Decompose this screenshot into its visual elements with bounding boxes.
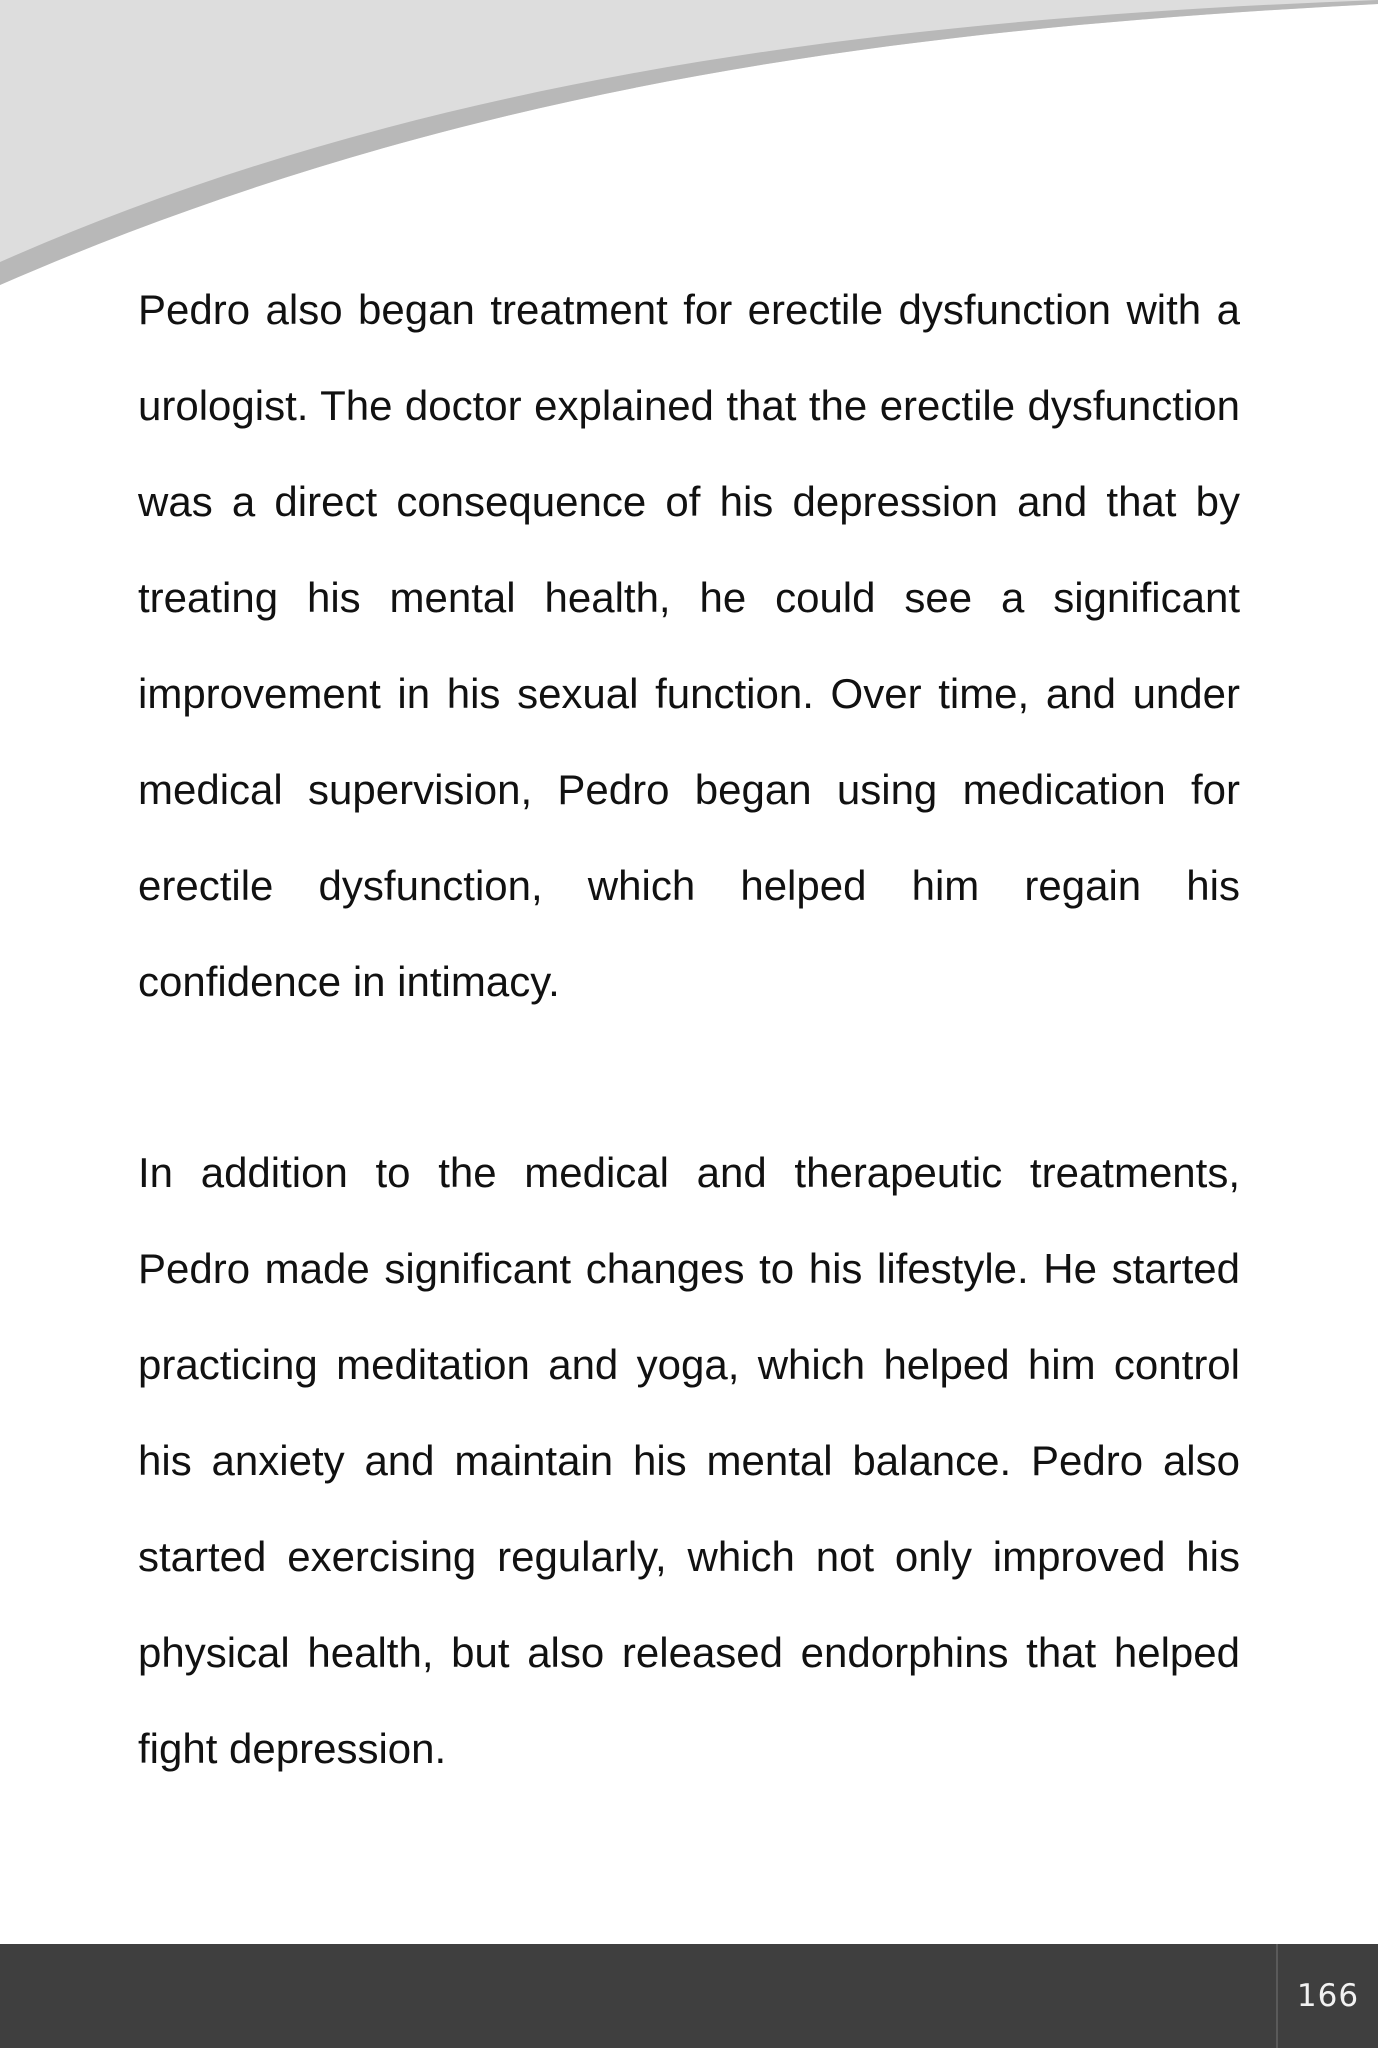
page-content (138, 262, 1240, 1797)
decorative-header-swoosh (0, 0, 1378, 300)
page-footer (0, 1944, 1378, 2048)
paragraph-lifestyle: In addition to the medical and therapeutic treatments, Pedro made significant changes to his lifestyle. He started practicing meditation and yoga, which helped him control his anxiety and maintain his mental balance. Pedro also started exercising regularly, which not only improved his physical health, but also released endorphins that helped fight depression. (138, 1149, 1240, 1772)
paragraph-treatment: Pedro also began treatment for erectile dysfunction with a urologist. The doctor explained that the erectile dysfunction was a direct consequence of his depression and that by treating his mental health, he could see a significant improvement in his sexual function. Over time, and under medical supervision, Pedro began using medication for erectile dysfunction, which helped him regain his confidence in intimacy. (138, 286, 1240, 1005)
page-number: 166 (1276, 1944, 1378, 2048)
